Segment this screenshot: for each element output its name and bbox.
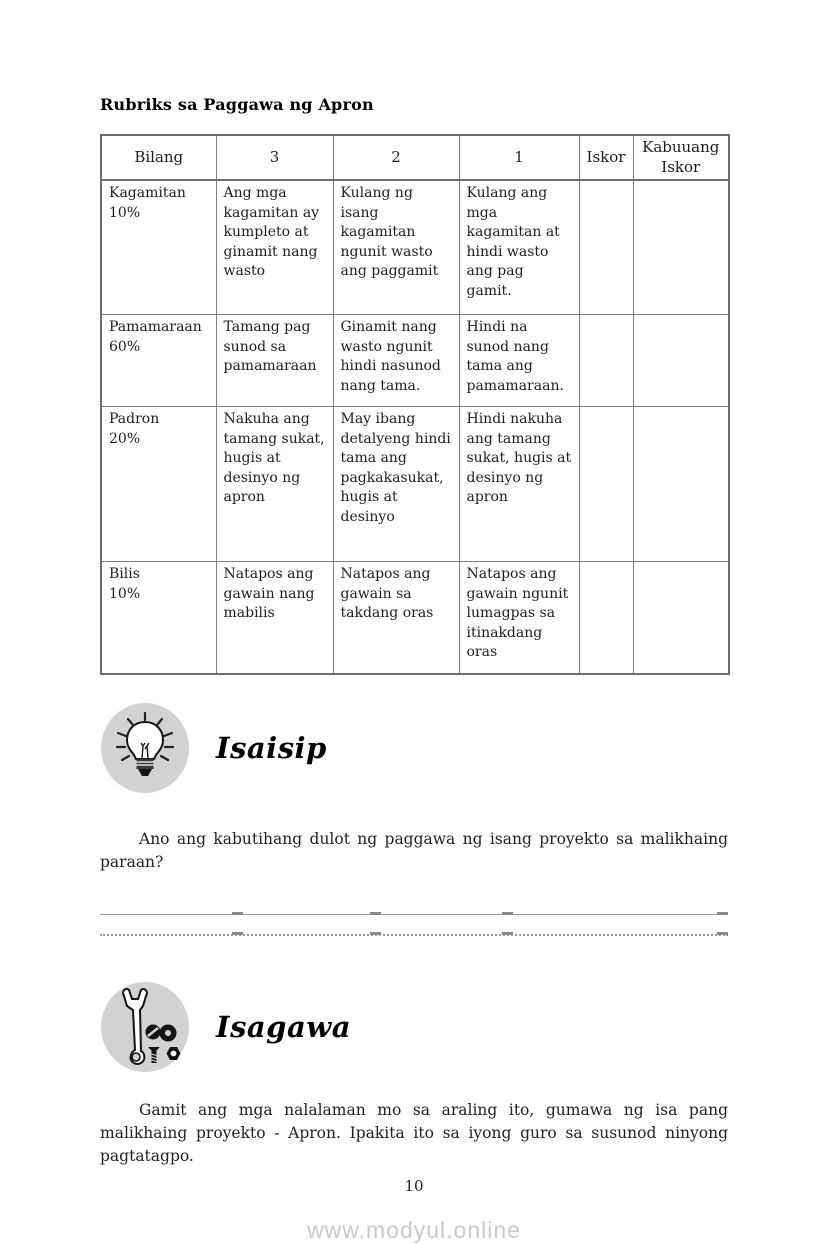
score-1-cell: Natapos ang gawain ngunit lumagpas sa itinakdang oras <box>459 562 579 675</box>
kabuuang-iskor-cell <box>633 180 729 315</box>
score-3-cell: Ang mga kagamitan ay kumpleto at ginamit nang wasto <box>216 180 333 315</box>
rubric-row-kagamitan <box>101 180 729 315</box>
rubric-row-padron <box>101 407 729 562</box>
criteria-weight: 60% <box>109 338 141 355</box>
wrench-tools-icon <box>100 981 190 1073</box>
header-cell-kabuuang-iskor: Kabuuang Iskor <box>633 135 729 180</box>
score-2-cell: Natapos ang gawain sa takdang oras <box>333 562 459 675</box>
watermark: www.modyul.online <box>307 1217 521 1243</box>
score-3-cell: Tamang pag sunod sa pamamaraan <box>216 315 333 407</box>
header-cell-2: 2 <box>333 135 459 180</box>
section-title-isaisip: Isaisip <box>216 731 327 765</box>
score-1-cell: Kulang ang mga kagamitan at hindi wasto ang pag gamit. <box>459 180 579 315</box>
iskor-cell <box>579 562 633 675</box>
criteria-name: Bilis <box>109 566 140 582</box>
criteria-weight: 10% <box>109 204 141 221</box>
criteria-cell <box>101 562 216 675</box>
score-1-cell: Hindi nakuha ang tamang sukat, hugis at desinyo ng apron <box>459 407 579 562</box>
header-cell-iskor: Iskor <box>579 135 633 180</box>
score-2-cell: Ginamit nang wasto ngunit hindi nasunod nang tama. <box>333 315 459 407</box>
header-cell-3: 3 <box>216 135 333 180</box>
score-1-cell: Hindi na sunod nang tama ang pamamaraan. <box>459 315 579 407</box>
page-title: Rubriks sa Paggawa ng Apron <box>100 95 374 114</box>
answer-lines <box>100 895 728 936</box>
isaisip-question: Ano ang kabutihang dulot ng paggawa ng isang proyekto sa malikhaing paraan? <box>100 830 728 871</box>
criteria-name: Padron <box>109 411 160 427</box>
section-title-isagawa: Isagawa <box>216 1010 352 1044</box>
criteria-weight: 10% <box>109 585 141 602</box>
answer-line <box>100 915 728 936</box>
criteria-cell <box>101 180 216 315</box>
score-2-cell: May ibang detalyeng hindi tama ang pagkakasukat, hugis at desinyo <box>333 407 459 562</box>
kabuuang-iskor-cell <box>633 315 729 407</box>
rubric-row-bilis <box>101 562 729 675</box>
header-cell-bilang: Bilang <box>101 135 216 180</box>
rubric-header-row <box>101 135 729 180</box>
criteria-cell <box>101 315 216 407</box>
iskor-cell <box>579 315 633 407</box>
answer-line <box>100 895 728 915</box>
lightbulb-icon <box>100 702 190 794</box>
section-isagawa <box>100 981 728 1073</box>
score-2-cell: Kulang ng isang kagamitan ngunit wasto ang paggamit <box>333 180 459 315</box>
iskor-cell <box>579 180 633 315</box>
isagawa-instruction: Gamit ang mga nalalaman mo sa araling ito, gumawa ng isa pang malikhaing proyekto - Apron. Ipakita ito sa iyong guro sa susunod ninyong pagtatagpo. <box>100 1101 728 1165</box>
criteria-name: Pamamaraan <box>109 319 202 335</box>
score-3-cell: Natapos ang gawain nang mabilis <box>216 562 333 675</box>
criteria-weight: 20% <box>109 430 141 447</box>
section-isaisip <box>100 702 728 794</box>
rubric-table <box>100 134 730 675</box>
header-cell-1: 1 <box>459 135 579 180</box>
rubric-row-pamamaraan <box>101 315 729 407</box>
criteria-name: Kagamitan <box>109 185 186 201</box>
kabuuang-iskor-cell <box>633 407 729 562</box>
criteria-cell <box>101 407 216 562</box>
page-number: 10 <box>404 1177 424 1195</box>
iskor-cell <box>579 407 633 562</box>
kabuuang-iskor-cell <box>633 562 729 675</box>
score-3-cell: Nakuha ang tamang sukat, hugis at desinyo ng apron <box>216 407 333 562</box>
